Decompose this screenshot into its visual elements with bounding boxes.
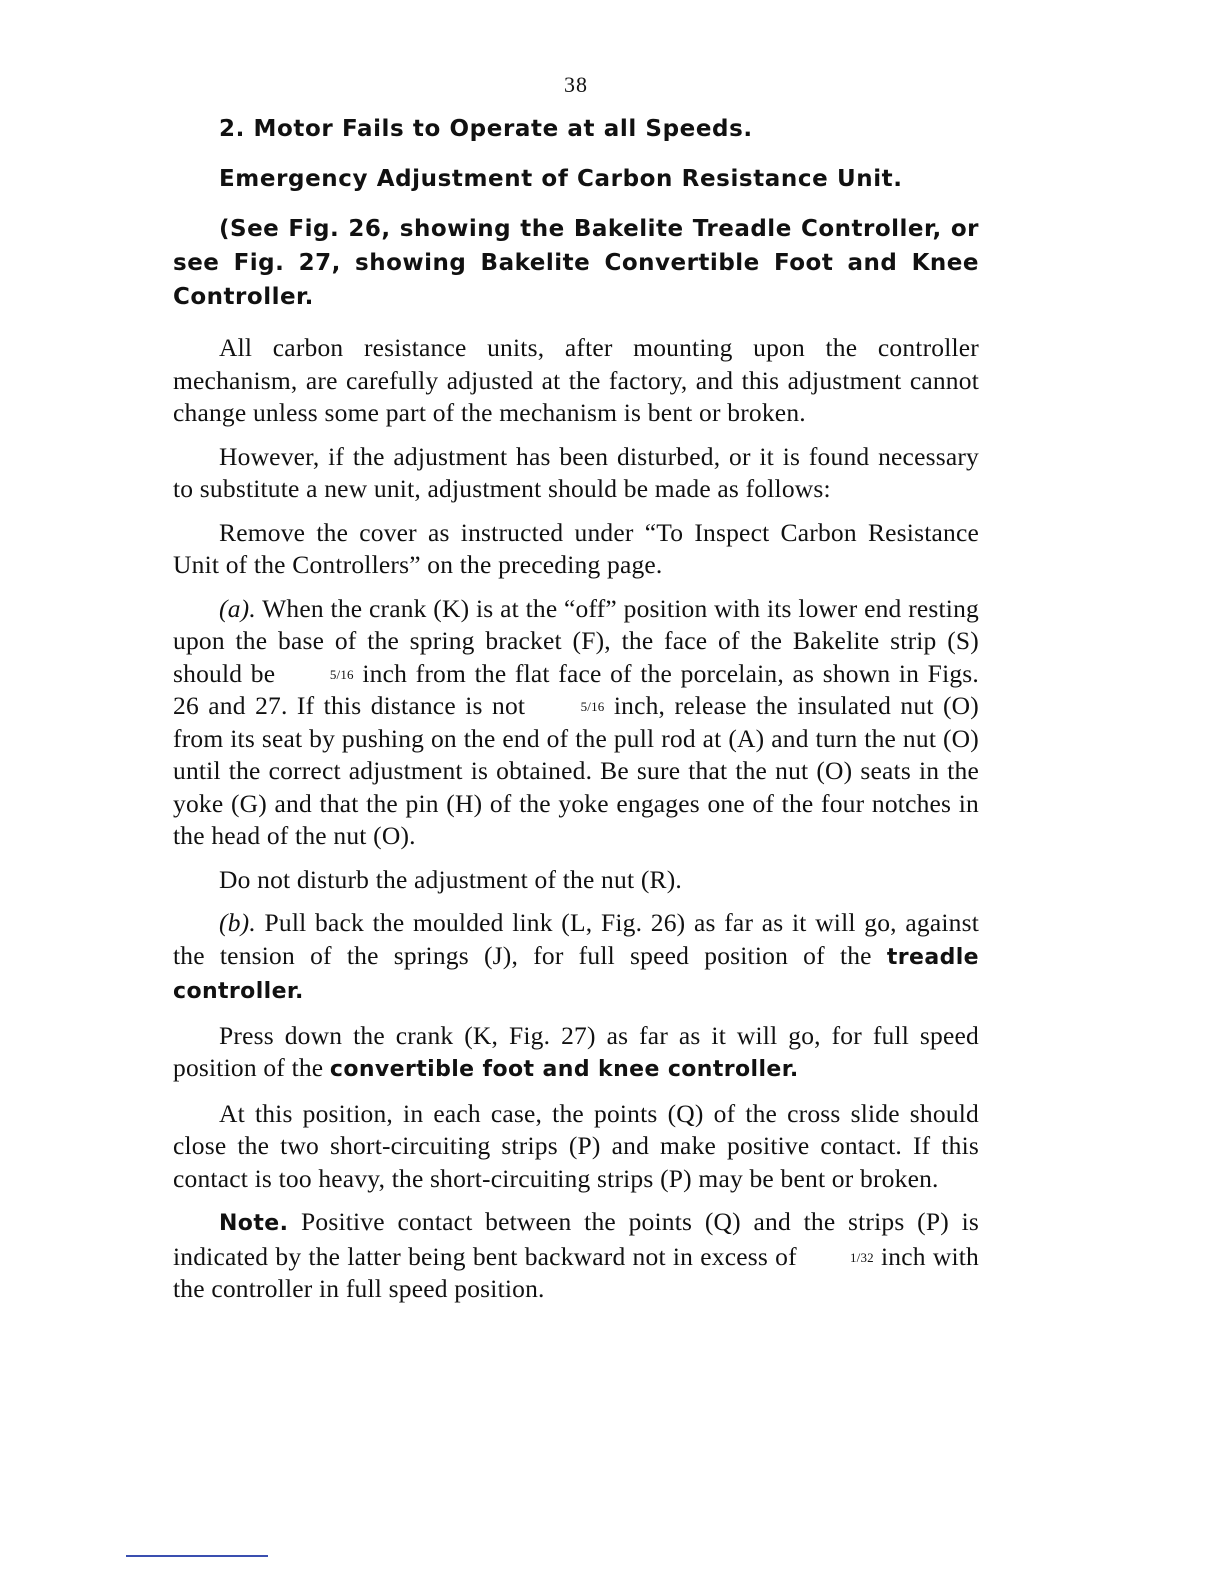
note-text-1: Positive contact between the points (Q) and the strips (P) is indicated by the latter being bent backward not in excess of (173, 1207, 979, 1271)
note-paragraph (173, 1206, 979, 1306)
paragraph-step-b (173, 907, 979, 1009)
footnote-rule (126, 1555, 268, 1557)
step-a-text-2: inch from the flat face of the porcelain, as shown in Figs. 26 and 27. If this distance is not (173, 658, 979, 720)
step-b-text: Pull back the moulded link (L, Fig. 26) as far as it will go, against the tension of the springs (J), for full speed position of the (173, 908, 979, 970)
subsection-heading: Emergency Adjustment of Carbon Resistance Unit. (219, 166, 903, 192)
fraction-five-sixteenths: 5/16 (580, 699, 605, 714)
note-label: Note. (219, 1211, 289, 1236)
paragraph-press-crank (173, 1020, 979, 1087)
step-a-text-1: When the crank (K) is at the “off” position with its lower end resting upon the base of the spring bracket (F), the face of the Bakelite strip (S) should be (173, 593, 979, 688)
treadle-controller-emphasis: treadle controller. (173, 944, 979, 1004)
fraction-one-thirty-second: 1/32 (849, 1249, 874, 1265)
paragraph-contact-points: At this position, in each case, the points (Q) of the cross slide should close the two short-circuiting strips (P) and make positive contact. If this contact is too heavy, the short-circuiting strips (P) may be bent or broken. (173, 1098, 979, 1193)
paragraph-do-not-disturb: Do not disturb the adjustment of the nut (R). (219, 864, 682, 894)
paragraph-remove-cover: Remove the cover as instructed under “To Inspect Carbon Resistance Unit of the Controllers” on the preceding page. (173, 517, 979, 579)
page-number: 38 (564, 72, 588, 97)
document-page (173, 72, 979, 1317)
press-crank-text: Press down the crank (K, Fig. 27) as far as it will go, for full speed position of the (173, 1020, 979, 1082)
paragraph-substitute-unit: However, if the adjustment has been disturbed, or it is found necessary to substitute a new unit, adjustment should be made as follows: (173, 441, 979, 503)
section-heading: 2. Motor Fails to Operate at all Speeds. (219, 116, 753, 142)
step-a-label: (a). (219, 593, 256, 623)
paragraph-step-a (173, 593, 979, 853)
figure-reference-paragraph: (See Fig. 26, showing the Bakelite Treadle Controller, or see Fig. 27, showing Bakelite Convertible Foot and Knee Controller. (173, 216, 979, 310)
knee-controller-emphasis: convertible foot and knee controller. (329, 1057, 799, 1082)
step-b-label: (b). (219, 908, 256, 937)
paragraph-factory-adjustment: All carbon resistance units, after mounting upon the controller mechanism, are carefully adjusted at the factory, and this adjustment cannot change unless some part of the mechanism is bent or broken. (173, 333, 979, 427)
fraction-five-sixteenths: 5/16 (329, 666, 354, 682)
note-text-2: inch with the controller in full speed position. (173, 1241, 979, 1303)
step-a-text-3: inch, release the insulated nut (O) from its seat by pushing on the end of the pull rod at (A) and turn the nut (O) until the correct adjustment is obtained. Be sure that the nut (O) seats in the yoke (G) and that the pin (H) of the yoke engages one of the four notches in the head of the nut (O). (173, 691, 979, 850)
